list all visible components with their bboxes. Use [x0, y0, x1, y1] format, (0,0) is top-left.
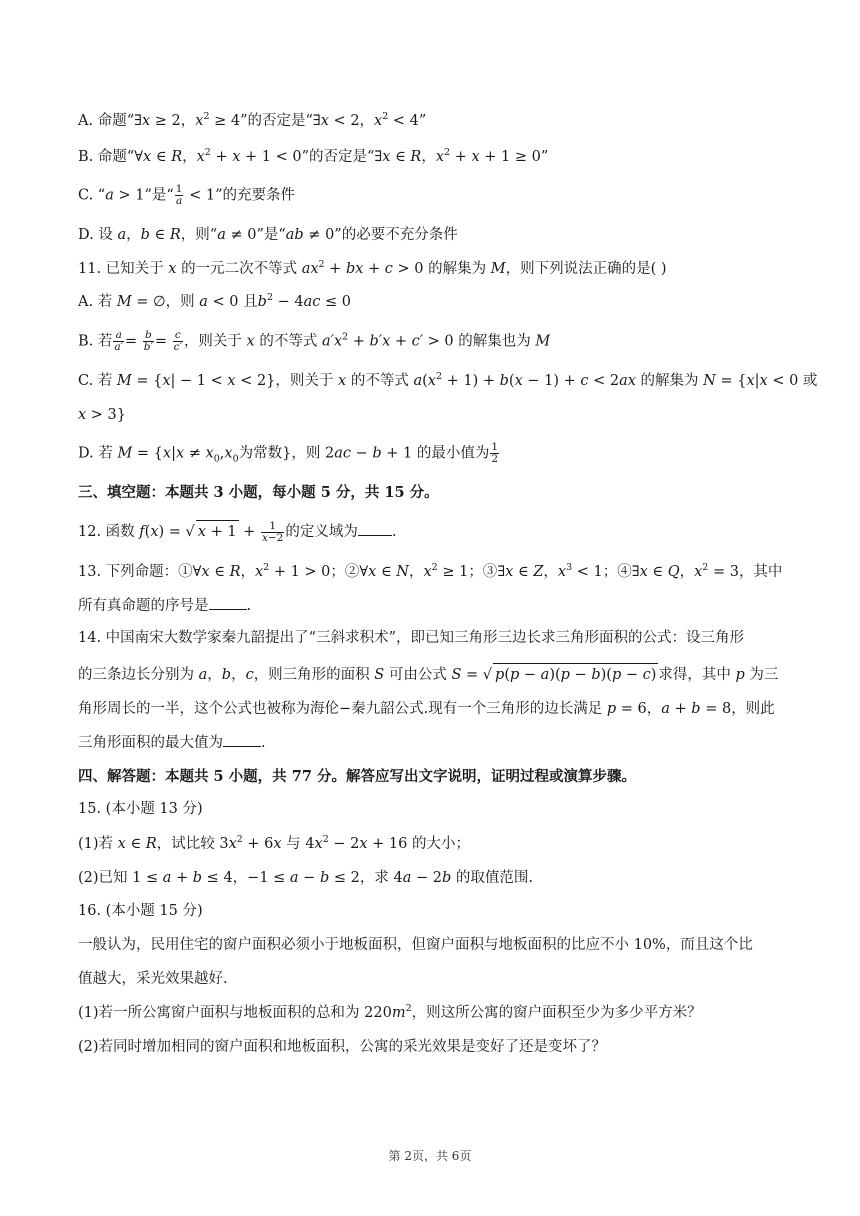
section-3-title: 三、填空题：本题共 3 小题，每小题 5 分，共 15 分。 — [78, 484, 439, 501]
q10-option-c: C. “a > 1”是“ $\frac{1}{a}$ < 1”的充要条件 — [78, 183, 295, 207]
q14-line4: 三角形面积的最大值为 . — [78, 735, 266, 751]
q14-line1: 14. 中国南宋大数学家秦九韶提出了“三斜求积术”，即已知三角形三边长求三角形面积的公式：设三角形 — [78, 630, 744, 646]
section-4-title: 四、解答题：本题共 5 小题，共 77 分。解答应写出文字说明，证明过程或演算步骤。 — [78, 768, 636, 785]
q16-header: 16. (本小题 15 分) — [78, 903, 203, 919]
answer-blank[interactable] — [358, 523, 392, 536]
q11-option-a: A. 若 M = ∅，则 a < 0 且$b^2 - 4ac \le 0$ — [78, 292, 351, 310]
answer-blank[interactable] — [209, 597, 247, 610]
q11-option-c: C. 若 M = {x| − 1 < x < 2}，则关于 x 的不等式 $a(x^2 + 1) + b(x - 1) + c < 2ax$ 的解集为 N = {x|x < 0 或 — [78, 371, 818, 389]
q10-option-d: D. 设 a，b ∈ R，则“a ≠ 0”是“ab ≠ 0”的必要不充分条件 — [78, 227, 458, 243]
q16-part2: (2)若同时增加相同的窗户面积和地板面积，公寓的采光效果是变好了还是变坏了？ — [78, 1039, 607, 1055]
q15-part1: (1)若 x ∈ R，试比较 $3x^2 + 6x$ 与 $4x^2 - 2x + 16$ 的大小； — [78, 834, 470, 852]
q14-line2: 的三条边长分别为 a，b，c，则三角形的面积 S 可由公式 S = √ p(p − a)(p − b)(p − c) 求得，其中 p 为三 — [78, 663, 783, 686]
q14-line3: 角形周长的一半，这个公式也被称为海伦−秦九韶公式.现有一个三角形的边长满足 p = 6，a + b = 8，则此 — [78, 701, 775, 717]
q15-header: 15. (本小题 13 分) — [78, 801, 203, 817]
q11-option-b: B. 若 $\frac{a}{a'}$ = $\frac{b}{b'}$ = $\frac{c}{c'}$ ，则关于 x 的不等式 $a'x^2 + b'x + c' > 0$ 的解集也为 M — [78, 329, 551, 353]
q11-option-d: D. 若 $M = \{x|x \ne x_0,x_0$为常数}，则 2ac − b + 1 的最小值为 $\frac{1}{2}$ — [78, 441, 499, 465]
q12: 12. 函数 f(x) = √ x + 1 + $\frac{1}{x-2}$ 的定义域为 . — [78, 519, 397, 544]
q11-option-c-cont: x > 3} — [78, 407, 127, 423]
q10-option-b: B. 命题“∀x ∈ R，$x^2 + x + 1 < 0$”的否定是“∃x ∈ R，$x^2 + x + 1 \ge 0$” — [78, 147, 549, 165]
q10-option-a: A. 命题“∃x ≥ 2，$x^2 \ge 4$”的否定是“∃x < 2，$x^2 < 4$” — [78, 111, 427, 129]
q13-line2: 所有真命题的序号是 . — [78, 598, 252, 614]
q16-line1: 一般认为，民用住宅的窗户面积必须小于地板面积，但窗户面积与地板面积的比应不小 10%，而且这个比 — [78, 937, 753, 953]
q13-line1: 13. 下列命题：①∀x ∈ R，$x^2 + 1 > 0$；②∀x ∈ N，$x^2 \ge 1$；③∃x ∈ Z，$x^3 < 1$；④∃x ∈ Q，$x^2 = 3$，其中 — [78, 562, 783, 580]
q15-part2: (2)已知 1 ≤ a + b ≤ 4，−1 ≤ a − b ≤ 2，求 4a − 2b 的取值范围. — [78, 870, 533, 886]
q11-stem: 11. 已知关于 x 的一元二次不等式 $ax^2$ + bx + c > 0 的解集为 M，则下列说法正确的是( ) — [78, 259, 667, 277]
page-footer: 第 2页，共 6页 — [388, 1149, 472, 1163]
q16-part1: (1)若一所公寓窗户面积与地板面积的总和为 $220m^2$，则这所公寓的窗户面积至少为多少平方米？ — [78, 1003, 702, 1021]
answer-blank[interactable] — [223, 734, 261, 747]
q16-line2: 值越大，采光效果越好. — [78, 971, 228, 987]
